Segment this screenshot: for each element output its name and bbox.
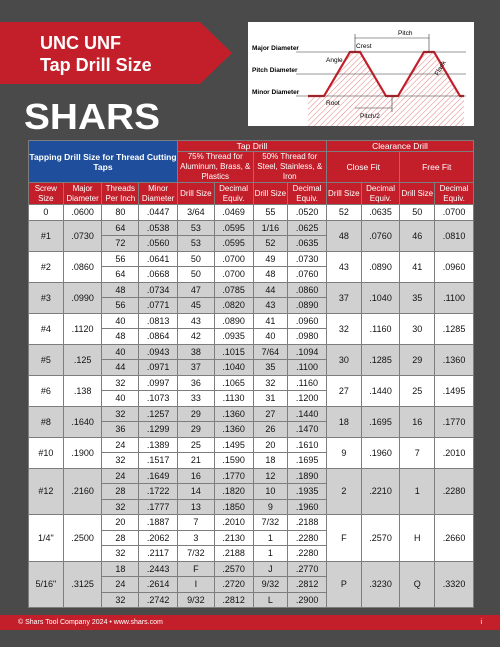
col-major-diameter: Major Diameter [63, 183, 102, 205]
cell-decimal-50: .1440 [288, 406, 327, 422]
cell-free-decimal: .1285 [435, 313, 474, 344]
cell-decimal-75: .1130 [214, 391, 253, 407]
cell-drill-size-75: 7 [177, 515, 214, 531]
cell-threads-per-inch: 44 [102, 360, 139, 376]
cell-major-diameter: .0600 [63, 205, 102, 221]
cell-decimal-50: .1935 [288, 484, 327, 500]
title-banner [0, 22, 232, 84]
cell-screw-size: 5/16" [29, 561, 64, 608]
cell-drill-size-50: 40 [253, 329, 288, 345]
cell-decimal-50: .0635 [288, 236, 327, 252]
cell-decimal-50: .2770 [288, 561, 327, 577]
cell-threads-per-inch: 64 [102, 220, 139, 236]
cell-drill-size-75: 50 [177, 267, 214, 283]
cell-decimal-75: .0935 [214, 329, 253, 345]
cell-decimal-75: .1820 [214, 484, 253, 500]
cell-free-drill: 30 [400, 313, 435, 344]
cell-drill-size-50: 43 [253, 298, 288, 314]
cell-decimal-75: .1770 [214, 468, 253, 484]
cell-threads-per-inch: 64 [102, 267, 139, 283]
cell-drill-size-75: 36 [177, 375, 214, 391]
cell-drill-size-50: 52 [253, 236, 288, 252]
cell-drill-size-75: 53 [177, 220, 214, 236]
cell-drill-size-75: 50 [177, 251, 214, 267]
cell-close-drill: 37 [326, 282, 361, 313]
cell-major-diameter: .1640 [63, 406, 102, 437]
tap-drill-table [28, 140, 474, 608]
table-row [29, 468, 474, 484]
cell-free-decimal: .2010 [435, 437, 474, 468]
cell-drill-size-50: 9 [253, 499, 288, 515]
cell-threads-per-inch: 32 [102, 499, 139, 515]
cell-close-decimal: .2210 [361, 468, 400, 515]
cell-minor-diameter: .0971 [139, 360, 178, 376]
cell-decimal-50: .2812 [288, 577, 327, 593]
cell-decimal-50: .0960 [288, 313, 327, 329]
cell-decimal-75: .0700 [214, 267, 253, 283]
label-root: Root [326, 100, 340, 107]
cell-decimal-75: .0595 [214, 236, 253, 252]
cell-free-drill: 16 [400, 406, 435, 437]
cell-drill-size-50: 20 [253, 437, 288, 453]
header-close-fit: Close Fit [326, 152, 399, 183]
cell-free-decimal: .0700 [435, 205, 474, 221]
cell-decimal-50: .0760 [288, 267, 327, 283]
cell-drill-size-50: 9/32 [253, 577, 288, 593]
cell-minor-diameter: .1299 [139, 422, 178, 438]
cell-close-decimal: .1285 [361, 344, 400, 375]
logo-text: SHARS [24, 100, 160, 134]
cell-drill-size-75: 7/32 [177, 546, 214, 562]
cell-decimal-75: .0700 [214, 251, 253, 267]
cell-minor-diameter: .2742 [139, 592, 178, 608]
cell-drill-size-75: 29 [177, 406, 214, 422]
cell-screw-size: #1 [29, 220, 64, 251]
cell-free-drill: 1 [400, 468, 435, 515]
cell-screw-size: #3 [29, 282, 64, 313]
table-row [29, 282, 474, 298]
cell-major-diameter: .0730 [63, 220, 102, 251]
cell-threads-per-inch: 40 [102, 391, 139, 407]
label-minor-diameter: Minor Diameter [252, 89, 300, 96]
table-row [29, 406, 474, 422]
cell-drill-size-75: 9/32 [177, 592, 214, 608]
cell-drill-size-75: 29 [177, 422, 214, 438]
cell-free-drill: H [400, 515, 435, 562]
cell-threads-per-inch: 56 [102, 298, 139, 314]
cell-free-decimal: .1360 [435, 344, 474, 375]
cell-close-decimal: .1160 [361, 313, 400, 344]
cell-drill-size-50: 18 [253, 453, 288, 469]
cell-minor-diameter: .0943 [139, 344, 178, 360]
cell-drill-size-75: F [177, 561, 214, 577]
cell-free-decimal: .1100 [435, 282, 474, 313]
cell-decimal-75: .1590 [214, 453, 253, 469]
cell-decimal-75: .0820 [214, 298, 253, 314]
cell-minor-diameter: .2117 [139, 546, 178, 562]
cell-drill-size-75: 3 [177, 530, 214, 546]
table-row [29, 251, 474, 267]
label-crest: Crest [356, 43, 372, 50]
cell-decimal-50: .2280 [288, 546, 327, 562]
cell-major-diameter: .3125 [63, 561, 102, 608]
cell-screw-size: #2 [29, 251, 64, 282]
col-drill-size-free: Drill Size [400, 183, 435, 205]
shars-logo-graphic [24, 100, 164, 134]
cell-decimal-75: .1360 [214, 406, 253, 422]
cell-screw-size: #6 [29, 375, 64, 406]
cell-decimal-50: .1094 [288, 344, 327, 360]
thread-diagram [248, 22, 474, 126]
cell-minor-diameter: .0641 [139, 251, 178, 267]
cell-drill-size-50: 35 [253, 360, 288, 376]
cell-major-diameter: .138 [63, 375, 102, 406]
cell-drill-size-50: L [253, 592, 288, 608]
cell-close-decimal: .0635 [361, 205, 400, 221]
cell-decimal-75: .2130 [214, 530, 253, 546]
cell-screw-size: #5 [29, 344, 64, 375]
cell-close-decimal: .2570 [361, 515, 400, 562]
cell-threads-per-inch: 48 [102, 282, 139, 298]
cell-threads-per-inch: 24 [102, 437, 139, 453]
table-row [29, 375, 474, 391]
cell-decimal-75: .2188 [214, 546, 253, 562]
cell-drill-size-50: 1 [253, 546, 288, 562]
cell-free-drill: 35 [400, 282, 435, 313]
cell-drill-size-75: 25 [177, 437, 214, 453]
cell-minor-diameter: .1257 [139, 406, 178, 422]
cell-free-drill: 41 [400, 251, 435, 282]
label-major-diameter: Major Diameter [252, 45, 299, 52]
header-tapping: Tapping Drill Size for Thread Cutting Taps [29, 141, 178, 183]
cell-decimal-50: .1695 [288, 453, 327, 469]
col-decimal-close: Decimal Equiv. [361, 183, 400, 205]
cell-close-drill: 43 [326, 251, 361, 282]
cell-close-drill: 32 [326, 313, 361, 344]
cell-decimal-75: .1065 [214, 375, 253, 391]
cell-major-diameter: .0860 [63, 251, 102, 282]
cell-close-decimal: .1440 [361, 375, 400, 406]
cell-close-decimal: .0760 [361, 220, 400, 251]
cell-drill-size-50: 12 [253, 468, 288, 484]
cell-close-drill: 9 [326, 437, 361, 468]
footer-page-number: i [480, 619, 482, 626]
cell-decimal-50: .0625 [288, 220, 327, 236]
cell-free-decimal: .0810 [435, 220, 474, 251]
cell-threads-per-inch: 36 [102, 422, 139, 438]
cell-drill-size-50: 32 [253, 375, 288, 391]
cell-free-decimal: .1770 [435, 406, 474, 437]
cell-drill-size-50: 31 [253, 391, 288, 407]
cell-drill-size-50: 44 [253, 282, 288, 298]
label-angle: Angle [326, 57, 343, 64]
col-drill-size-close: Drill Size [326, 183, 361, 205]
cell-decimal-50: .0980 [288, 329, 327, 345]
cell-close-decimal: .0890 [361, 251, 400, 282]
cell-free-drill: 29 [400, 344, 435, 375]
cell-decimal-75: .1360 [214, 422, 253, 438]
cell-threads-per-inch: 20 [102, 515, 139, 531]
cell-minor-diameter: .1649 [139, 468, 178, 484]
cell-threads-per-inch: 56 [102, 251, 139, 267]
cell-drill-size-50: 26 [253, 422, 288, 438]
cell-threads-per-inch: 32 [102, 592, 139, 608]
cell-minor-diameter: .0560 [139, 236, 178, 252]
cell-major-diameter: .2500 [63, 515, 102, 562]
cell-decimal-75: .2010 [214, 515, 253, 531]
cell-minor-diameter: .1722 [139, 484, 178, 500]
cell-minor-diameter: .1517 [139, 453, 178, 469]
shars-logo [24, 100, 164, 134]
cell-drill-size-75: 42 [177, 329, 214, 345]
cell-major-diameter: .125 [63, 344, 102, 375]
page-title-line2: Tap Drill Size [40, 55, 152, 75]
col-minor-diameter: Minor Diameter [139, 183, 178, 205]
cell-close-drill: 52 [326, 205, 361, 221]
table-row [29, 220, 474, 236]
cell-screw-size: 0 [29, 205, 64, 221]
cell-screw-size: #12 [29, 468, 64, 515]
cell-decimal-75: .0890 [214, 313, 253, 329]
cell-free-decimal: .2660 [435, 515, 474, 562]
cell-free-decimal: .0960 [435, 251, 474, 282]
cell-decimal-75: .0469 [214, 205, 253, 221]
cell-threads-per-inch: 40 [102, 344, 139, 360]
cell-free-drill: 50 [400, 205, 435, 221]
cell-decimal-50: .0860 [288, 282, 327, 298]
cell-screw-size: 1/4" [29, 515, 64, 562]
label-pitch-diameter: Pitch Diameter [252, 67, 298, 74]
cell-close-decimal: .1040 [361, 282, 400, 313]
cell-close-drill: 18 [326, 406, 361, 437]
cell-decimal-75: .0595 [214, 220, 253, 236]
col-decimal-free: Decimal Equiv. [435, 183, 474, 205]
cell-threads-per-inch: 32 [102, 453, 139, 469]
table-row [29, 313, 474, 329]
cell-threads-per-inch: 32 [102, 375, 139, 391]
col-screw-size: Screw Size [29, 183, 64, 205]
col-threads-per-inch: Threads Per Inch [102, 183, 139, 205]
cell-threads-per-inch: 40 [102, 313, 139, 329]
label-pitch: Pitch [398, 30, 413, 37]
label-pitch-half: Pitch/2 [360, 113, 380, 120]
cell-drill-size-50: 7/64 [253, 344, 288, 360]
page-title-line1: UNC UNF [40, 33, 121, 53]
cell-close-drill: F [326, 515, 361, 562]
cell-close-decimal: .1960 [361, 437, 400, 468]
cell-threads-per-inch: 28 [102, 484, 139, 500]
cell-drill-size-75: 13 [177, 499, 214, 515]
header-thread75: 75% Thread for Aluminum, Brass, & Plastics [177, 152, 253, 183]
table-row [29, 515, 474, 531]
cell-major-diameter: .1900 [63, 437, 102, 468]
cell-decimal-50: .1100 [288, 360, 327, 376]
cell-close-decimal: .1695 [361, 406, 400, 437]
cell-decimal-50: .2188 [288, 515, 327, 531]
cell-minor-diameter: .0734 [139, 282, 178, 298]
table-body [29, 205, 474, 608]
cell-minor-diameter: .1389 [139, 437, 178, 453]
cell-minor-diameter: .0864 [139, 329, 178, 345]
cell-threads-per-inch: 32 [102, 406, 139, 422]
cell-decimal-75: .2812 [214, 592, 253, 608]
cell-decimal-50: .1160 [288, 375, 327, 391]
cell-decimal-75: .1850 [214, 499, 253, 515]
header-tap-drill: Tap Drill [177, 141, 326, 152]
cell-free-drill: 25 [400, 375, 435, 406]
col-drill-size-75: Drill Size [177, 183, 214, 205]
cell-close-drill: 2 [326, 468, 361, 515]
cell-screw-size: #10 [29, 437, 64, 468]
cell-free-decimal: .2280 [435, 468, 474, 515]
cell-minor-diameter: .0997 [139, 375, 178, 391]
cell-threads-per-inch: 24 [102, 468, 139, 484]
cell-drill-size-50: J [253, 561, 288, 577]
cell-threads-per-inch: 32 [102, 546, 139, 562]
cell-drill-size-75: 21 [177, 453, 214, 469]
cell-drill-size-75: 45 [177, 298, 214, 314]
footer [0, 615, 500, 630]
cell-major-diameter: .1120 [63, 313, 102, 344]
cell-minor-diameter: .1887 [139, 515, 178, 531]
cell-close-drill: 30 [326, 344, 361, 375]
cell-decimal-75: .1495 [214, 437, 253, 453]
label-flank: Flank [433, 59, 448, 77]
cell-free-decimal: .1495 [435, 375, 474, 406]
cell-minor-diameter: .2614 [139, 577, 178, 593]
cell-drill-size-50: 49 [253, 251, 288, 267]
cell-free-drill: Q [400, 561, 435, 608]
cell-decimal-50: .1890 [288, 468, 327, 484]
cell-decimal-50: .0730 [288, 251, 327, 267]
cell-free-drill: 7 [400, 437, 435, 468]
cell-decimal-75: .1040 [214, 360, 253, 376]
cell-minor-diameter: .1777 [139, 499, 178, 515]
cell-decimal-50: .1200 [288, 391, 327, 407]
cell-minor-diameter: .0447 [139, 205, 178, 221]
cell-decimal-50: .1610 [288, 437, 327, 453]
cell-drill-size-75: 38 [177, 344, 214, 360]
cell-drill-size-50: 48 [253, 267, 288, 283]
cell-minor-diameter: .0668 [139, 267, 178, 283]
cell-threads-per-inch: 72 [102, 236, 139, 252]
header-free-fit: Free Fit [400, 152, 474, 183]
cell-screw-size: #4 [29, 313, 64, 344]
cell-decimal-50: .2900 [288, 592, 327, 608]
cell-decimal-50: .0890 [288, 298, 327, 314]
cell-decimal-50: .2280 [288, 530, 327, 546]
cell-major-diameter: .2160 [63, 468, 102, 515]
cell-close-drill: 48 [326, 220, 361, 251]
cell-drill-size-75: 53 [177, 236, 214, 252]
cell-close-decimal: .3230 [361, 561, 400, 608]
cell-drill-size-75: 43 [177, 313, 214, 329]
cell-drill-size-50: 7/32 [253, 515, 288, 531]
cell-decimal-50: .1470 [288, 422, 327, 438]
cell-screw-size: #8 [29, 406, 64, 437]
cell-drill-size-75: 47 [177, 282, 214, 298]
header-clearance: Clearance Drill [326, 141, 473, 152]
cell-minor-diameter: .1073 [139, 391, 178, 407]
cell-threads-per-inch: 80 [102, 205, 139, 221]
cell-drill-size-75: 33 [177, 391, 214, 407]
table-row [29, 344, 474, 360]
cell-threads-per-inch: 28 [102, 530, 139, 546]
col-drill-size-50: Drill Size [253, 183, 288, 205]
cell-minor-diameter: .2443 [139, 561, 178, 577]
cell-close-drill: P [326, 561, 361, 608]
col-decimal-75: Decimal Equiv. [214, 183, 253, 205]
table-row [29, 561, 474, 577]
cell-decimal-75: .2720 [214, 577, 253, 593]
cell-minor-diameter: .0813 [139, 313, 178, 329]
cell-drill-size-50: 10 [253, 484, 288, 500]
cell-drill-size-50: 1/16 [253, 220, 288, 236]
table-row [29, 205, 474, 221]
cell-threads-per-inch: 48 [102, 329, 139, 345]
cell-drill-size-75: 37 [177, 360, 214, 376]
cell-drill-size-50: 1 [253, 530, 288, 546]
cell-minor-diameter: .0771 [139, 298, 178, 314]
cell-minor-diameter: .2062 [139, 530, 178, 546]
cell-decimal-50: .1960 [288, 499, 327, 515]
cell-minor-diameter: .0538 [139, 220, 178, 236]
cell-threads-per-inch: 18 [102, 561, 139, 577]
footer-copyright: © Shars Tool Company 2024 • www.shars.com [18, 619, 163, 626]
cell-threads-per-inch: 24 [102, 577, 139, 593]
cell-free-decimal: .3320 [435, 561, 474, 608]
cell-close-drill: 27 [326, 375, 361, 406]
header-thread50: 50% Thread for Steel, Stainless, & Iron [253, 152, 326, 183]
col-decimal-50: Decimal Equiv. [288, 183, 327, 205]
cell-drill-size-50: 55 [253, 205, 288, 221]
cell-drill-size-75: 3/64 [177, 205, 214, 221]
cell-drill-size-75: 14 [177, 484, 214, 500]
cell-decimal-75: .2570 [214, 561, 253, 577]
cell-drill-size-50: 27 [253, 406, 288, 422]
cell-decimal-75: .1015 [214, 344, 253, 360]
cell-decimal-50: .0520 [288, 205, 327, 221]
cell-drill-size-50: 41 [253, 313, 288, 329]
cell-free-drill: 46 [400, 220, 435, 251]
cell-drill-size-75: 16 [177, 468, 214, 484]
cell-major-diameter: .0990 [63, 282, 102, 313]
cell-drill-size-75: I [177, 577, 214, 593]
table-row [29, 437, 474, 453]
cell-decimal-75: .0785 [214, 282, 253, 298]
